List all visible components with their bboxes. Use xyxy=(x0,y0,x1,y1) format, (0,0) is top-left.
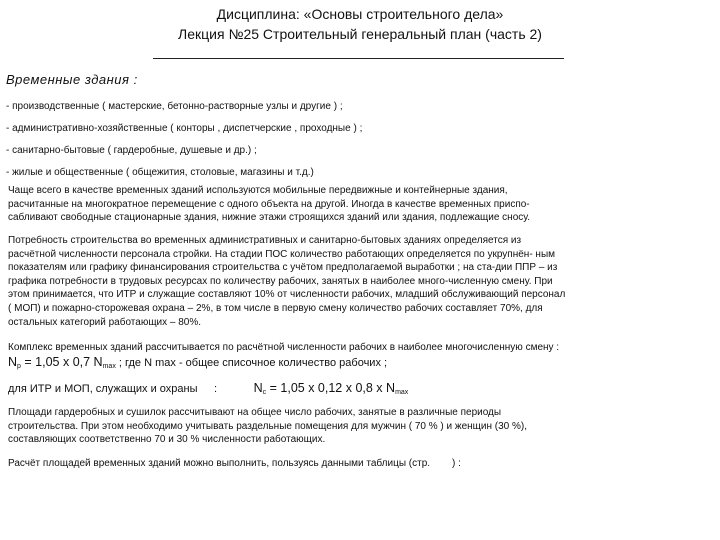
paragraph-tail: ) : xyxy=(452,458,461,469)
paragraph-demand xyxy=(8,234,708,329)
formula-subscript: р xyxy=(17,363,21,370)
formula-explanation: ; где N max - общее списочное количество рабочих ; xyxy=(115,357,388,369)
paragraph-line: показателям или графику финансирования строительства с учётом предполагаемой выработки ; на ста-дии ППР – из xyxy=(8,262,558,274)
formula-itr xyxy=(8,381,408,396)
formula-expression: = 1,05 х 0,7 N xyxy=(20,355,103,369)
paragraph-line: Потребность строительства во временных административных и санитарно-бытовых зданиях определяется из xyxy=(8,235,522,246)
list-item: - административно-хозяйственные ( конторы , диспетчерские , проходные ) ; xyxy=(6,123,363,134)
paragraph-text: Расчёт площадей временных зданий можно выполнить, пользуясь данными таблицы (стр. xyxy=(8,458,431,469)
paragraph-table-ref xyxy=(8,457,708,471)
formula-expression: = 1,05 х 0,12 х 0,8 х N xyxy=(266,381,396,395)
paragraph-line: остальных категорий работающих – 80%. xyxy=(8,316,202,328)
formula-symbol: N xyxy=(253,381,263,395)
lecture-title: Лекция №25 Строительный генеральный план (часть 2) xyxy=(178,26,542,42)
list-item: - санитарно-бытовые ( гардеробные, душевые и др.) ; xyxy=(6,145,257,156)
paragraph-complex: Комплекс временных зданий рассчитывается по расчётной численности рабочих в наиболее многочисленную смену : xyxy=(8,342,560,353)
paragraph-line: этом принимается, что ИТР и служащие составляют 10% от численности рабочих, младший обслуживающий персонал xyxy=(8,289,566,301)
formula-max-subscript: max xyxy=(102,363,116,370)
paragraph-line: Чаще всего в качестве временных зданий используются мобильные передвижные и контейнерные здания, xyxy=(8,185,508,196)
paragraph-line: сабливают свободные стационарные здания, нижние этажи строящихся зданий или здания, подлежащие сносу. xyxy=(8,212,531,224)
paragraph-line: составляющих соответственно 70 и 30 % численности работающих. xyxy=(8,434,326,446)
paragraph-line: расчитанные на многократное перемещение с одного объекта на другой. Иногда в качестве временных приспо- xyxy=(8,198,530,210)
formula-workers xyxy=(8,355,387,370)
formula-lead: для ИТР и МОП, служащих и охраны xyxy=(8,383,198,395)
discipline-title: Дисциплина: «Основы строительного дела» xyxy=(216,6,504,22)
paragraph-line: ( МОП) и пожарно-сторожевая охрана – 2%, в том числе в первую смену количество рабочих составляет 70%, для xyxy=(8,302,543,314)
paragraph-line: графика потребности в трудовых ресурсах по количеству рабочих, занятых в наиболее много-численную смену. При xyxy=(8,275,553,287)
paragraph-line: Площади гардеробных и сушилок рассчитывают на общее число рабочих, занятые в различные периоды xyxy=(8,407,502,418)
paragraph-mobile-buildings xyxy=(8,184,708,225)
header-divider xyxy=(153,58,564,59)
formula-subscript: с xyxy=(262,389,267,396)
paragraph-wardrobes xyxy=(8,406,708,447)
formula-symbol: N xyxy=(8,355,18,369)
list-item: - производственные ( мастерские, бетонно-растворные узлы и другие ) ; xyxy=(6,101,343,112)
paragraph-line: строительства. При этом необходимо учитывать раздельные помещения для мужчин ( 70 % ) и женщин (30 %), xyxy=(8,420,528,432)
formula-colon: : xyxy=(214,383,218,395)
formula-max-subscript: max xyxy=(395,389,409,396)
paragraph-line: расчётной численности персонала стройки. На стадии ПОС количество работающих определяется по укрупнён- ным xyxy=(8,248,556,260)
list-item: - жилые и общественные ( общежития, столовые, магазины и т.д.) xyxy=(6,167,314,178)
section-title: Временные здания : xyxy=(6,72,138,87)
